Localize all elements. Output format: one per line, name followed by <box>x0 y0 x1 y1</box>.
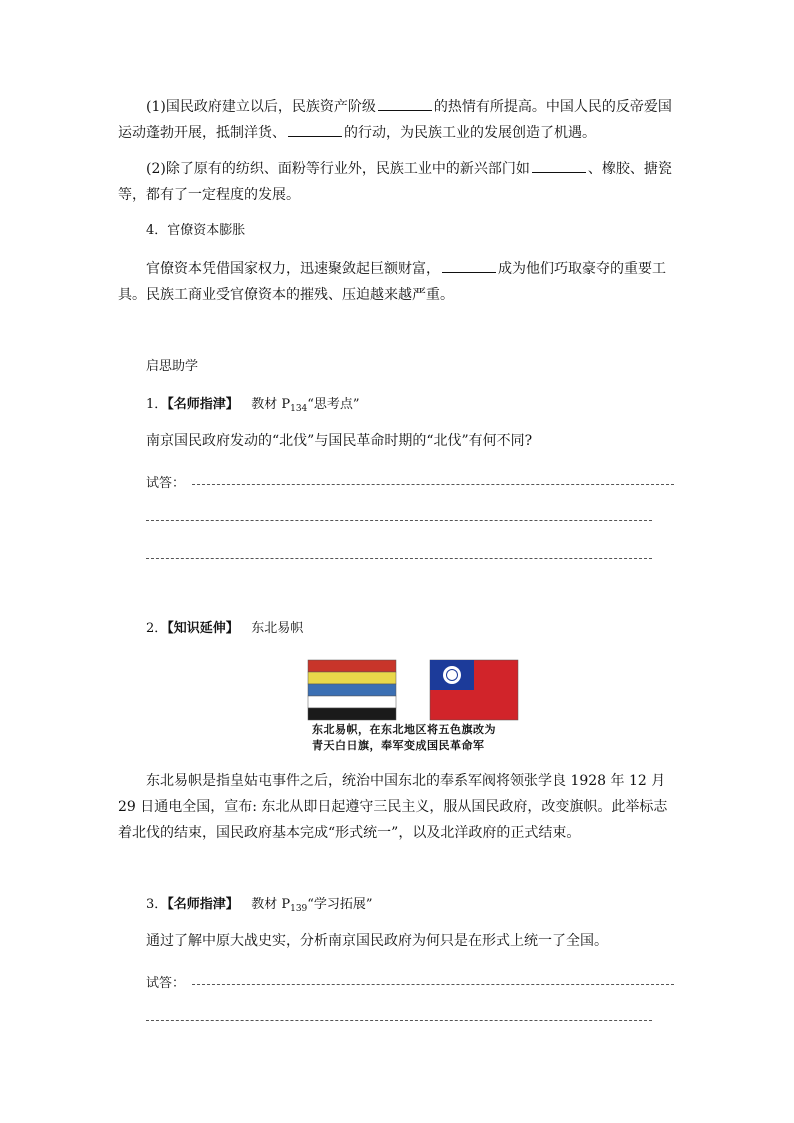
q1-ref: 教材 P <box>251 397 291 412</box>
q3-question: 通过了解中原大战史实，分析南京国民政府为何只是在形式上统一了全国。 <box>146 933 608 949</box>
paragraph-1 <box>118 94 678 146</box>
q2-topic: 东北易帜 <box>251 621 304 636</box>
p1-text-b: 的热情有所提高。中国人民的反帝爱国运动蓬勃开展，抵制洋货、 <box>118 99 672 141</box>
answer-line[interactable] <box>192 484 674 485</box>
fill-blank[interactable] <box>378 96 432 111</box>
p1-text-a: (1)国民政府建立以后，民族资产阶级 <box>146 99 376 115</box>
q3-tag: 【名师指津】 <box>167 897 239 912</box>
fill-blank[interactable] <box>532 158 586 173</box>
p2-text-a: (2)除了原有的纺织、面粉等行业外，民族工业中的新兴部门如 <box>146 161 530 177</box>
p1-text-c: 的行动，为民族工业的发展创造了机遇。 <box>344 125 596 141</box>
flags-caption <box>312 722 496 754</box>
caption-line-2: 青天白日旗，奉军变成国民革命军 <box>312 739 485 752</box>
q1-number: 1． <box>146 397 168 412</box>
q3-page: 139 <box>290 904 308 914</box>
answer-line[interactable] <box>146 520 652 521</box>
paragraph-2 <box>118 156 678 208</box>
q1-answer-label: 试答： <box>146 476 186 491</box>
q1-tag: 【名师指津】 <box>167 397 239 412</box>
section-heading-4: 4．官僚资本膨胀 <box>146 223 246 238</box>
q3-topic: “学习拓展” <box>307 897 373 912</box>
answer-line[interactable] <box>146 1020 652 1021</box>
q1-page: 134 <box>290 404 308 414</box>
q2-body <box>118 768 678 846</box>
fill-blank[interactable] <box>288 122 342 137</box>
answer-line[interactable] <box>192 984 674 985</box>
q3-ref: 教材 P <box>251 897 291 912</box>
fill-blank[interactable] <box>442 258 496 273</box>
q2-heading <box>146 620 303 638</box>
q1-question: 南京国民政府发动的“北伐”与国民革命时期的“北伐”有何不同? <box>146 433 533 449</box>
p3-text-b: 成为他们巧取豪夺的重要工具。民族工商业受官僚资本的摧残、压迫越来越严重。 <box>118 261 666 303</box>
q3-number: 3． <box>146 897 168 912</box>
q1-heading <box>146 396 360 418</box>
q1-topic: “思考点” <box>307 397 360 412</box>
q2-body-text: 东北易帜是指皇姑屯事件之后，统治中国东北的奉系军阀将领张学良 1928 年 12 月 29 日通电全国，宣布: 东北从即日起遵守三民主义，服从国民政府，改变旗帜。此举标志着北伐的结束，国民政府基本完成“形式统一”，以及北洋政府的正式结束。 <box>118 773 668 841</box>
q3-heading <box>146 896 373 918</box>
p2-text-b: 、橡胶、搪瓷等，都有了一定程度的发展。 <box>118 161 672 203</box>
answer-line[interactable] <box>146 558 652 559</box>
q2-tag: 【知识延伸】 <box>167 621 239 636</box>
paragraph-3 <box>118 256 678 308</box>
caption-line-1: 东北易帜，在东北地区将五色旗改为 <box>312 723 496 736</box>
five-color-flag <box>308 660 396 720</box>
p3-text-a: 官僚资本凭借国家权力，迅速聚敛起巨额财富， <box>146 261 440 277</box>
roc-flag <box>430 660 518 720</box>
section-title-qisi: 启思助学 <box>146 359 199 374</box>
q2-number: 2． <box>146 621 168 636</box>
q3-answer-label: 试答： <box>146 976 186 991</box>
